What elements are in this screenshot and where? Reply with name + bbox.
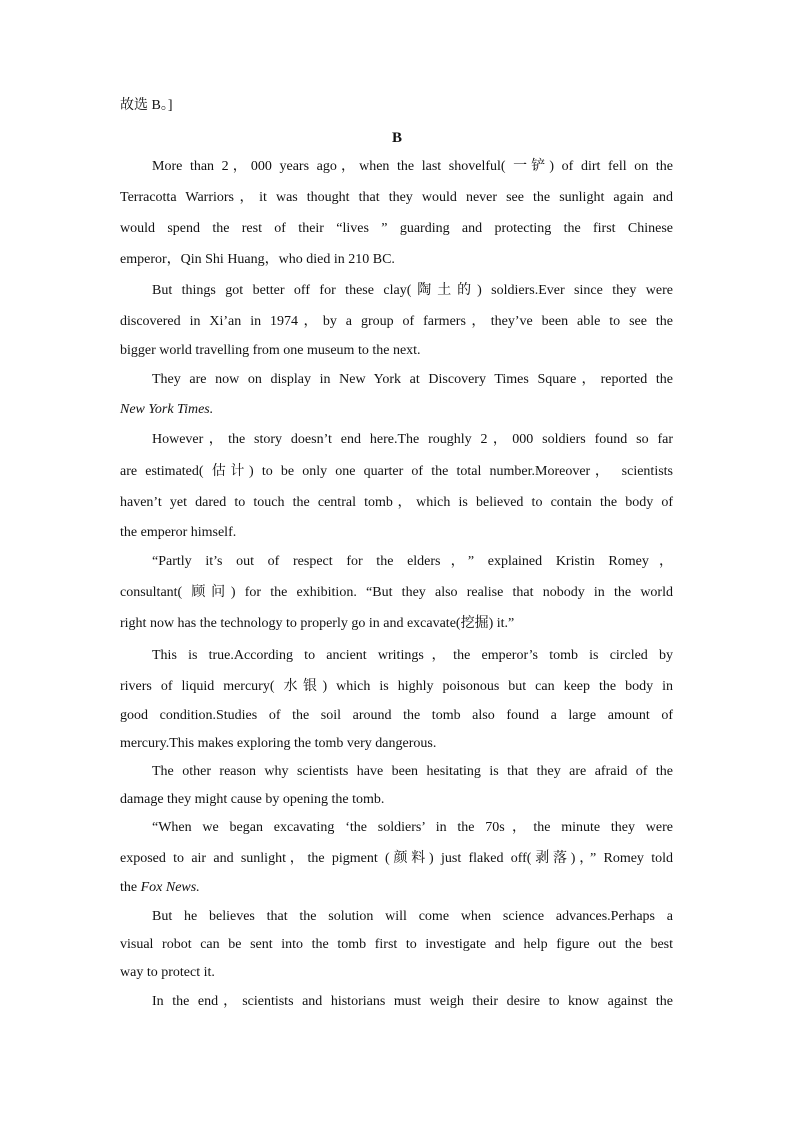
paragraph-line: way to protect it.: [120, 965, 215, 980]
paragraph-line: More than 2，000 years ago，when the last shovelful( 一铲) of dirt fell on the: [152, 159, 673, 174]
paragraph-line: Terracotta Warriors，it was thought that they would never see the sunlight again and: [120, 190, 673, 205]
paragraph-line: haven’t yet dared to touch the central tomb，which is believed to contain the body of: [120, 495, 673, 510]
paragraph-line: “When we began excavating ‘the soldiers’ in the 70s，the minute they were: [152, 820, 673, 835]
line-prefix: the: [120, 880, 141, 895]
section-heading: B: [391, 130, 402, 146]
paragraph-line: exposed to air and sunlight，the pigment (颜料) just flaked off(剥落)，” Romey told: [120, 851, 673, 866]
paragraph-line: consultant( 顾问) for the exhibition. “But they also realise that nobody in the world: [120, 585, 673, 600]
paragraph-line: But he believes that the solution will come when science advances.Perhaps a: [152, 909, 673, 924]
paragraph-line: emperor，Qin Shi Huang，who died in 210 BC.: [120, 252, 395, 267]
paragraph-line: the emperor himself.: [120, 525, 237, 540]
paragraph-line: bigger world travelling from one museum to the next.: [120, 343, 421, 358]
paragraph-line: are estimated( 估计) to be only one quarter of the total number.Moreover， scientists: [120, 464, 673, 479]
paragraph-line: would spend the rest of their “lives ” guarding and protecting the first Chinese: [120, 221, 673, 236]
paragraph-line: They are now on display in New York at Discovery Times Square，reported the: [152, 372, 673, 387]
answer-note: 故选 B。]: [120, 98, 173, 113]
paragraph-line: visual robot can be sent into the tomb first to investigate and help figure out the best: [120, 937, 673, 952]
paragraph-line: This is true.According to ancient writings，the emperor’s tomb is circled by: [152, 648, 673, 663]
paragraph-line: discovered in Xi’an in 1974，by a group of farmers，they’ve been able to see the: [120, 314, 673, 329]
paragraph-line: New York Times.: [120, 402, 214, 417]
source-name: Fox News.: [140, 880, 200, 895]
paragraph-line: damage they might cause by opening the tomb.: [120, 792, 385, 807]
paragraph-line: right now has the technology to properly go in and excavate(挖掘) it.”: [120, 616, 515, 631]
paragraph-line: rivers of liquid mercury( 水银) which is highly poisonous but can keep the body in: [120, 679, 673, 694]
paragraph-line: [120, 878, 673, 898]
paragraph-line: In the end，scientists and historians must weigh their desire to know against the: [152, 994, 673, 1009]
paragraph-line: But things got better off for these clay(陶土的) soldiers.Ever since they were: [152, 283, 673, 298]
paragraph-line: “Partly it’s out of respect for the elders，” explained Kristin Romey，: [152, 554, 673, 569]
paragraph-line: mercury.This makes exploring the tomb very dangerous.: [120, 736, 437, 751]
paragraph-line: good condition.Studies of the soil around the tomb also found a large amount of: [120, 708, 673, 723]
paragraph-line: However，the story doesn’t end here.The roughly 2，000 soldiers found so far: [152, 432, 673, 447]
paragraph-line: The other reason why scientists have been hesitating is that they are afraid of the: [152, 764, 673, 779]
